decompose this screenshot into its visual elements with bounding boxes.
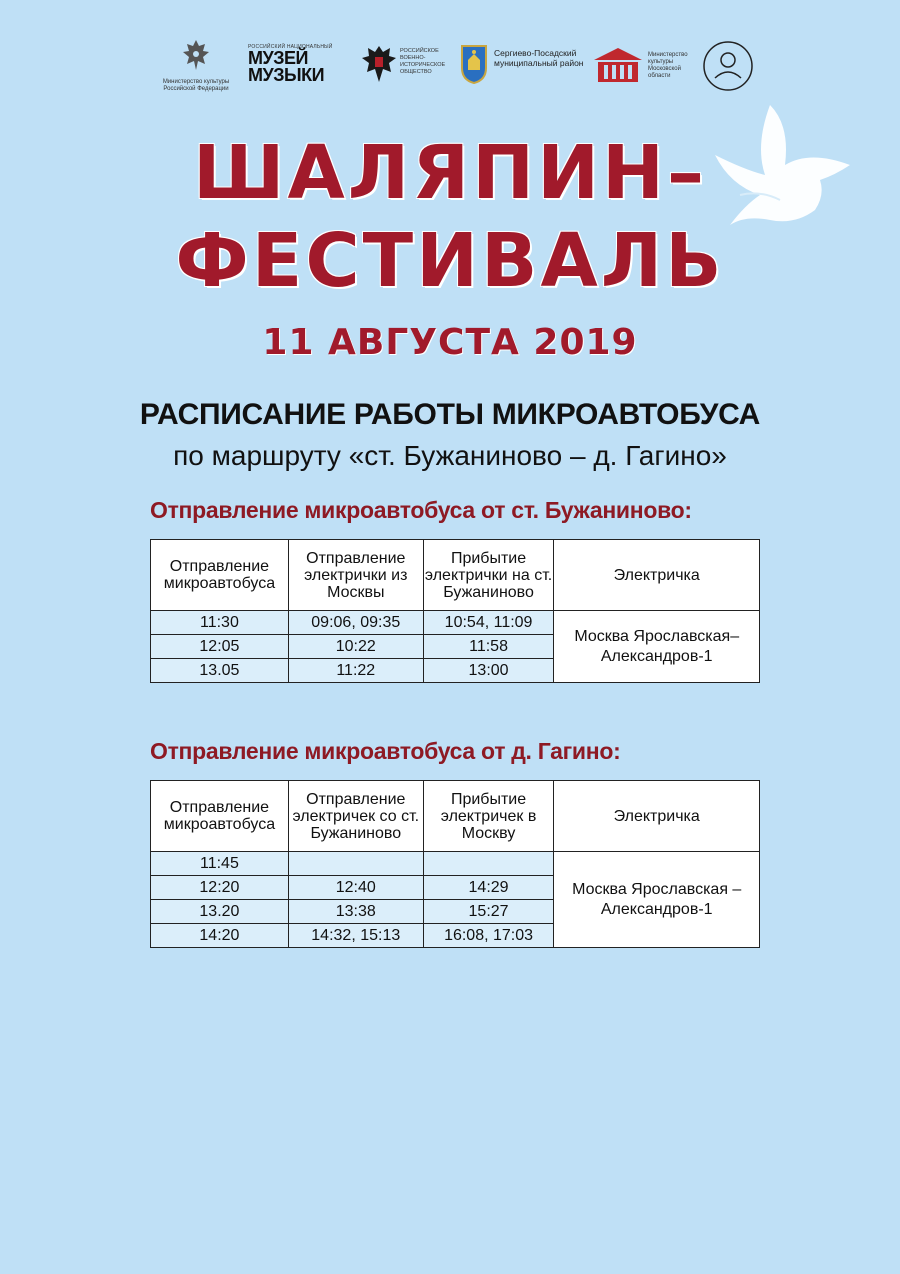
header-cell: Прибытие электрички на ст. Бужаниново	[423, 540, 554, 611]
muzei-line1: МУЗЕЙ	[248, 48, 308, 68]
rvio-logo	[360, 38, 446, 100]
coat-of-arms-icon	[460, 44, 488, 84]
sergiev-posad-logo	[460, 38, 590, 100]
train-route-cell: Москва Ярославская– Александров-1	[554, 611, 760, 683]
minkult-rf-text: Министерство культуры Российской Федерации	[162, 79, 230, 92]
muzei-muzyki-logo	[248, 38, 338, 100]
header-cell: Отправление электричек со ст. Бужаниново	[288, 781, 423, 852]
minkult-mo-logo	[592, 38, 692, 100]
table-cell: 16:08, 17:03	[423, 924, 554, 948]
table-row	[151, 611, 760, 635]
partner-logos	[160, 38, 760, 100]
table-row	[151, 852, 760, 876]
rvio-text: РОССИЙСКОЕ ВОЕННО-ИСТОРИЧЕСКОЕ ОБЩЕСТВО	[400, 48, 446, 75]
table-cell: 12:20	[151, 876, 289, 900]
table-cell: 11:45	[151, 852, 289, 876]
schedule-table-buzhaninovo	[150, 539, 760, 683]
double-eagle-icon	[360, 42, 398, 88]
table-cell	[423, 852, 554, 876]
festival-title-line1: ШАЛЯПИН–	[193, 130, 707, 216]
festival-title-line2: ФЕСТИВАЛЬ	[175, 218, 725, 304]
header-cell: Электричка	[554, 540, 760, 611]
table-cell: 14:20	[151, 924, 289, 948]
shalyapin-center-logo	[702, 38, 754, 100]
table-cell: 14:32, 15:13	[288, 924, 423, 948]
table-cell: 13:38	[288, 900, 423, 924]
schedule-table-gagino	[150, 780, 760, 948]
header-cell: Электричка	[554, 781, 760, 852]
temple-icon	[592, 46, 644, 86]
table-cell: 10:54, 11:09	[423, 611, 554, 635]
muzei-small-text: РОССИЙСКИЙ НАЦИОНАЛЬНЫЙ	[248, 44, 333, 50]
table-header-row	[151, 781, 760, 852]
table-cell: 13.20	[151, 900, 289, 924]
table-cell: 13.05	[151, 659, 289, 683]
table-cell: 13:00	[423, 659, 554, 683]
table-header-row	[151, 540, 760, 611]
minkult-mo-text: Министерство культуры Московской области	[648, 52, 688, 79]
sergiev-text: Сергиево-Посадский муниципальный район	[494, 48, 584, 68]
header-cell: Отправление микроавтобуса	[151, 781, 289, 852]
header-cell: Отправление микроавтобуса	[151, 540, 289, 611]
table-cell: 11:22	[288, 659, 423, 683]
table-cell: 09:06, 09:35	[288, 611, 423, 635]
table-cell: 10:22	[288, 635, 423, 659]
schedule-subtitle: по маршруту «ст. Бужаниново – д. Гагино»	[173, 440, 727, 471]
table-cell	[288, 852, 423, 876]
table-cell: 14:29	[423, 876, 554, 900]
festival-date: 11 АВГУСТА 2019	[262, 322, 638, 363]
train-route-cell: Москва Ярославская – Александров-1	[554, 852, 760, 948]
eagle-crest-icon	[181, 38, 211, 74]
table-cell: 11:30	[151, 611, 289, 635]
table-cell: 12:40	[288, 876, 423, 900]
header-cell: Отправление электрички из Москвы	[288, 540, 423, 611]
table-cell: 12:05	[151, 635, 289, 659]
portrait-medallion-icon	[702, 38, 754, 94]
table-cell: 11:58	[423, 635, 554, 659]
minkult-rf-logo	[160, 38, 232, 100]
header-cell: Прибытие электричек в Москву	[423, 781, 554, 852]
section1-heading: Отправление микроавтобуса от ст. Бужаниново:	[150, 497, 692, 523]
muzei-line2: МУЗЫКИ	[248, 65, 325, 85]
schedule-title: РАСПИСАНИЕ РАБОТЫ МИКРОАВТОБУСА	[139, 398, 761, 431]
table-cell: 15:27	[423, 900, 554, 924]
section2-heading: Отправление микроавтобуса от д. Гагино:	[150, 738, 621, 764]
